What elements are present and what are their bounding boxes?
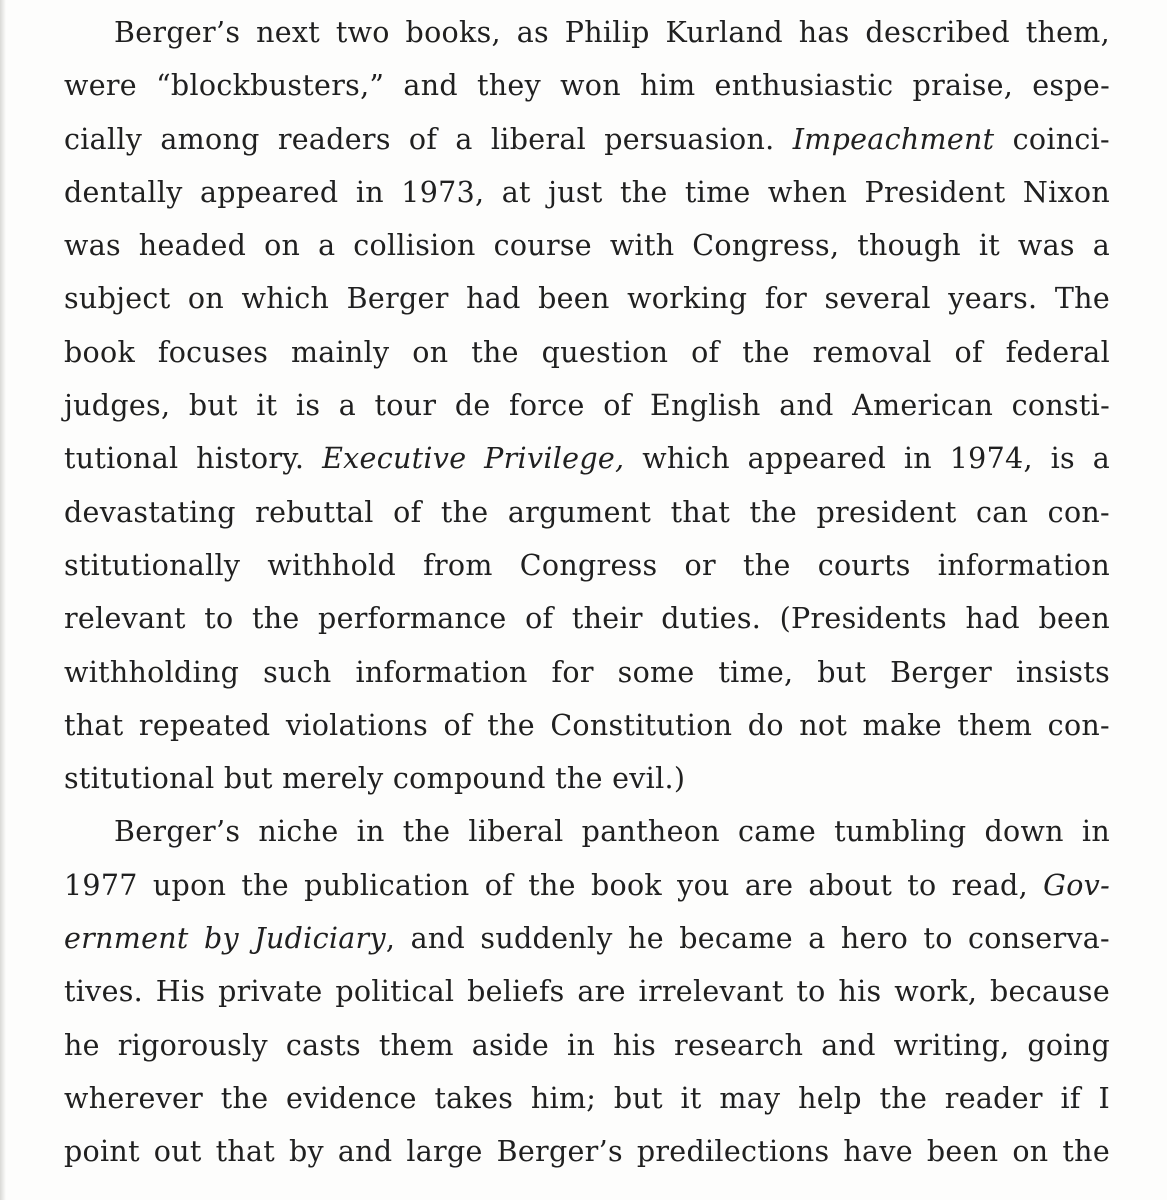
text-line <box>64 166 1110 219</box>
text-run: tives. His private political beliefs are irrelevant to his work, because <box>64 975 1110 1009</box>
text-run: book focuses mainly on the question of the removal of federal <box>64 335 1110 369</box>
text-run: was headed on a collision course with Congress, though it was a <box>64 229 1110 263</box>
text-run: that repeated violations of the Constitution do not make them con- <box>64 708 1110 742</box>
italic-title: Gov- <box>1043 868 1110 902</box>
text-line <box>64 752 1110 805</box>
text-line <box>64 326 1110 379</box>
text-line <box>64 219 1110 272</box>
text-run: which appeared in 1974, is a <box>624 442 1111 476</box>
text-line <box>64 486 1110 539</box>
text-run: withholding such information for some time, but Berger insists <box>64 655 1110 689</box>
italic-title: Impeachment <box>792 122 995 156</box>
text-line <box>64 805 1110 858</box>
text-run: he rigorously casts them aside in his research and writing, going <box>64 1028 1110 1062</box>
text-line <box>64 113 1110 166</box>
text-line <box>64 1072 1110 1125</box>
text-run: dentally appeared in 1973, at just the time when President Nixon <box>64 175 1110 209</box>
text-run: wherever the evidence takes him; but it may help the reader if I <box>64 1081 1110 1115</box>
text-line <box>64 1125 1110 1178</box>
text-run: subject on which Berger had been working for several years. The <box>64 282 1110 316</box>
text-run: cially among readers of a liberal persuasion. <box>64 122 793 156</box>
text-run: judges, but it is a tour de force of English and American consti- <box>64 389 1110 423</box>
text-line <box>64 859 1110 912</box>
text-line <box>64 699 1110 752</box>
text-line <box>64 379 1110 432</box>
text-run: Berger’s next two books, as Philip Kurland has described them, <box>114 16 1110 49</box>
text-run: stitutional but merely compound the evil.) <box>64 762 686 796</box>
text-run: devastating rebuttal of the argument that the president can con- <box>64 495 1110 529</box>
text-line <box>64 592 1110 645</box>
text-run: were “blockbusters,” and they won him enthusiastic praise, espe- <box>64 69 1110 103</box>
page-edge-shadow <box>0 0 6 1200</box>
text-line <box>64 646 1110 699</box>
text-line <box>64 965 1110 1018</box>
text-run: point out that by and large Berger’s predilections have been on the <box>64 1135 1110 1169</box>
italic-title: Executive Privilege, <box>322 442 625 476</box>
text-run: 1977 upon the publication of the book you are about to read, <box>64 868 1044 902</box>
text-run: stitutionally withhold from Congress or the courts information <box>64 548 1110 582</box>
italic-title: ernment by Judiciary <box>64 922 386 956</box>
text-run: relevant to the performance of their duties. (Presidents had been <box>64 602 1110 636</box>
body-text <box>64 6 1110 1179</box>
text-run: Berger’s niche in the liberal pantheon came tumbling down in <box>114 815 1110 849</box>
text-line <box>64 6 1110 59</box>
text-run: coinci- <box>994 122 1110 156</box>
text-line <box>64 59 1110 112</box>
text-line <box>64 432 1110 485</box>
text-run: , and suddenly he became a hero to conserva- <box>385 922 1110 956</box>
text-line <box>64 272 1110 325</box>
text-line <box>64 912 1110 965</box>
text-run: tutional history. <box>64 442 323 476</box>
text-line <box>64 539 1110 592</box>
text-line <box>64 1019 1110 1072</box>
